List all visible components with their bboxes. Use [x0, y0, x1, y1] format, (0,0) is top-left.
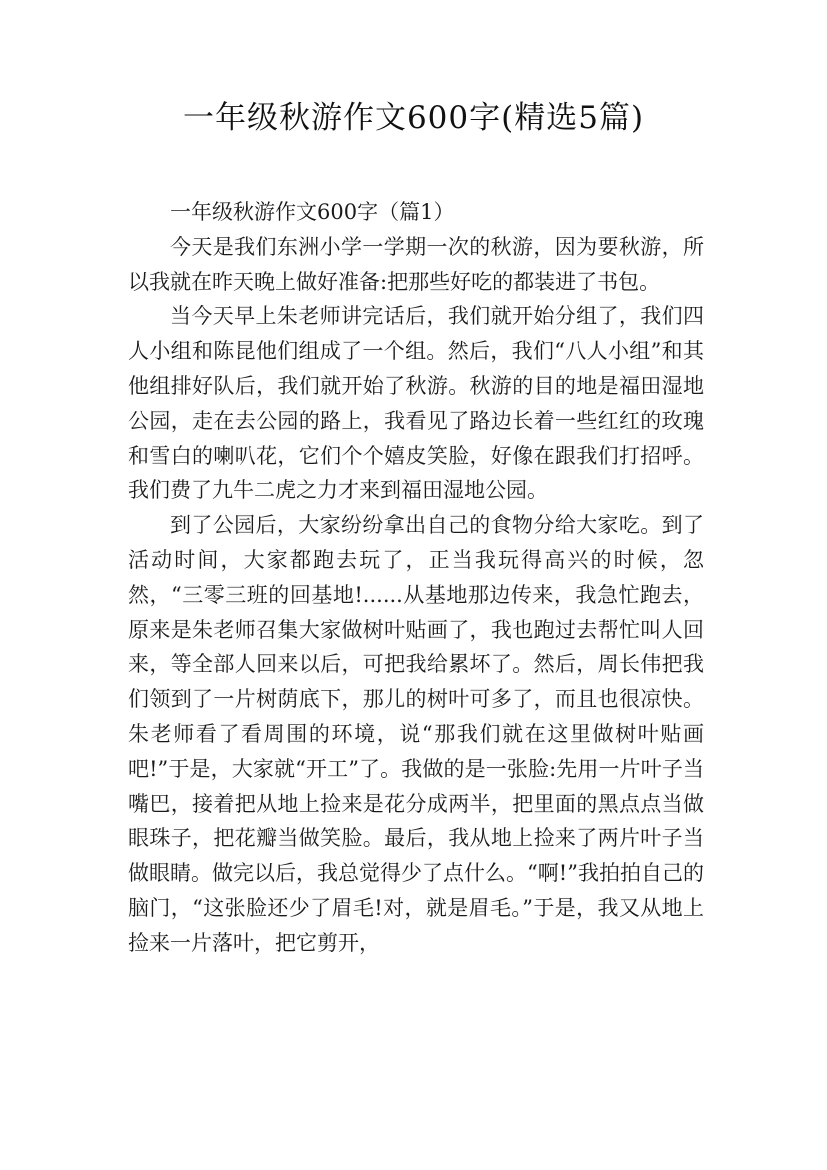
- paragraph-3: 到了公园后，大家纷纷拿出自己的食物分给大家吃。到了活动时间，大家都跑去玩了，正当我玩得高兴的时候，忽然，“三零三班的回基地!......从基地那边传来，我急忙跑去，原来是朱老师召集大家做树叶贴画了，我也跑过去帮忙叫人回来，等全部人回来以后，可把我给累坏了。然后，周长伟把我们领到了一片树荫底下，那儿的树叶可多了，而且也很凉快。朱老师看了看周围的环境，说“那我们就在这里做树叶贴画吧!”于是，大家就“开工”了。我做的是一张脸:先用一片叶子当嘴巴，接着把从地上捡来是花分成两半，把里面的黑点点当做眼珠子，把花瓣当做笑脸。最后，我从地上捡来了两片叶子当做眼睛。做完以后，我总觉得少了点什么。“啊!”我拍拍自己的脑门，“这张脸还少了眉毛!对，就是眉毛。”于是，我又从地上捡来一片落叶，把它剪开，: [128, 513, 704, 955]
- paragraph-2: 当今天早上朱老师讲完话后，我们就开始分组了，我们四人小组和陈昆他们组成了一个组。然后，我们“八人小组”和其他组排好队后，我们就开始了秋游。秋游的目的地是福田湿地公园，走在去公园的路上，我看见了路边长着一些红红的玫瑰和雪白的喇叭花，它们个个嬉皮笑脸，好像在跟我们打招呼。我们费了九牛二虎之力才来到福田湿地公园。: [128, 304, 704, 503]
- paragraph-1: 今天是我们东洲小学一学期一次的秋游，因为要秋游，所以我就在昨天晚上做好准备:把那些好吃的都装进了书包。: [128, 234, 704, 294]
- document-title: 一年级秋游作文600字(精选5篇): [182, 100, 645, 136]
- section-heading: 一年级秋游作文600字（篇1）: [170, 200, 455, 224]
- document-body: [128, 195, 704, 961]
